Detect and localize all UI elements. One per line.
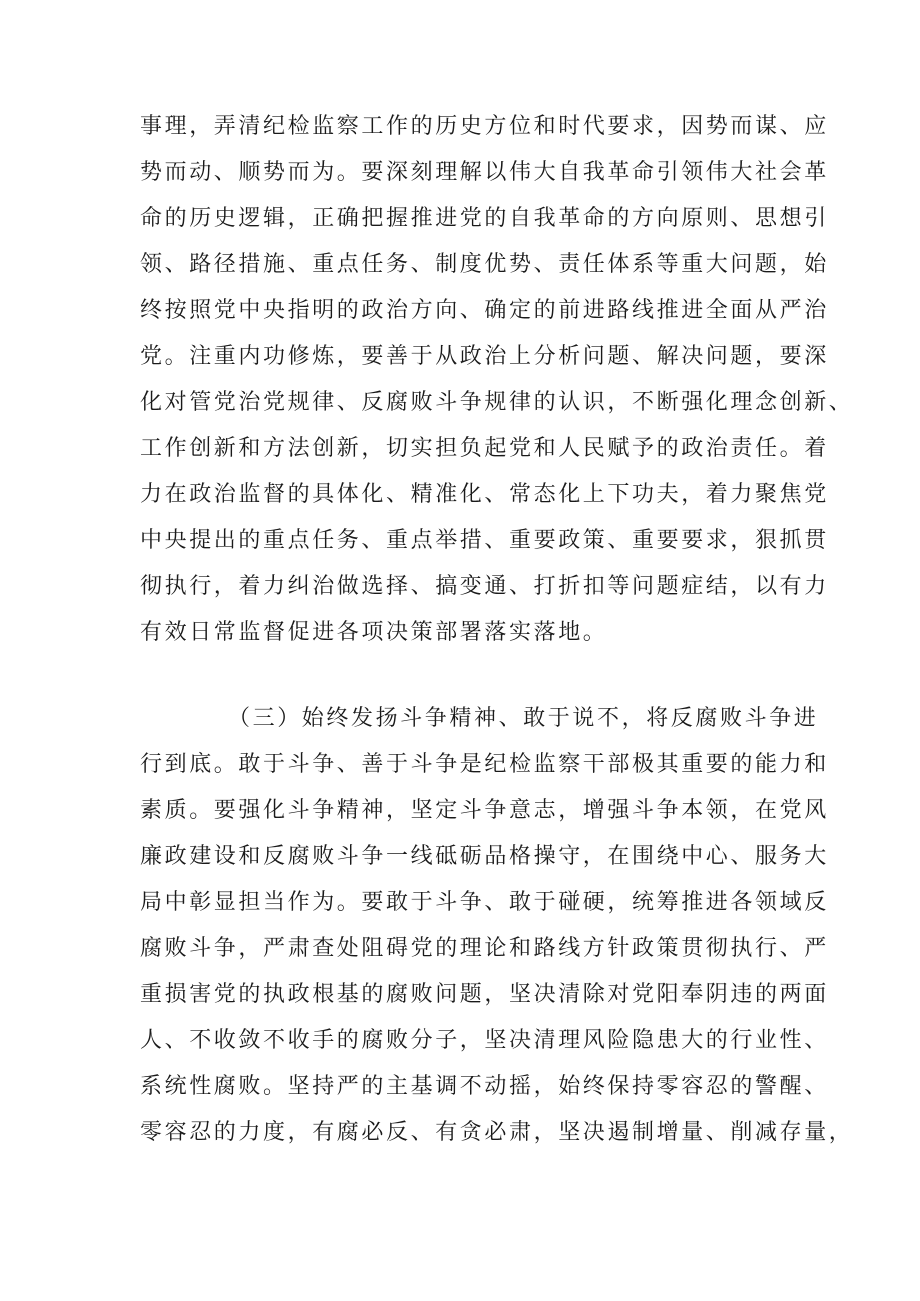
text-line: 彻执行，着力纠治做选择、搞变通、打折扣等问题症结，以有力: [140, 574, 829, 599]
body-paragraph-1: [140, 104, 854, 656]
text-line: 领、路径措施、重点任务、制度优势、责任体系等重大问题，始: [140, 252, 829, 277]
text-line: 零容忍的力度，有腐必反、有贪必肃，坚决遏制增量、削减存量，: [140, 1120, 854, 1145]
body-paragraph-2: [140, 696, 854, 1156]
text-line: 系统性腐败。坚持严的主基调不动摇，始终保持零容忍的警醒、: [140, 1074, 829, 1099]
text-line: 人、不收敛不收手的腐败分子，坚决清理风险隐患大的行业性、: [140, 1028, 829, 1053]
text-line: 有效日常监督促进各项决策部署落实落地。: [140, 620, 608, 645]
text-line: 行到底。敢于斗争、善于斗争是纪检监察干部极其重要的能力和: [140, 752, 829, 777]
text-line: 事理，弄清纪检监察工作的历史方位和时代要求，因势而谋、应: [140, 114, 829, 139]
text-line: 化对管党治党规律、反腐败斗争规律的认识，不断强化理念创新、: [140, 390, 854, 415]
text-line: 终按照党中央指明的政治方向、确定的前进路线推进全面从严治: [140, 298, 829, 323]
text-line: 工作创新和方法创新，切实担负起党和人民赋予的政治责任。着: [140, 436, 829, 461]
text-line: 素质。要强化斗争精神，坚定斗争意志，增强斗争本领，在党风: [140, 798, 829, 823]
text-line: 腐败斗争，严肃查处阻碍党的理论和路线方针政策贯彻执行、严: [140, 936, 829, 961]
text-line: 党。注重内功修炼，要善于从政治上分析问题、解决问题，要深: [140, 344, 829, 369]
text-line: 力在政治监督的具体化、精准化、常态化上下功夫，着力聚焦党: [140, 482, 829, 507]
text-line: 命的历史逻辑，正确把握推进党的自我革命的方向原则、思想引: [140, 206, 829, 231]
text-line: 势而动、顺势而为。要深刻理解以伟大自我革命引领伟大社会革: [140, 160, 829, 185]
text-line: 中央提出的重点任务、重点举措、重要政策、重要要求，狠抓贯: [140, 528, 829, 553]
section-heading-line: （三）始终发扬斗争精神、敢于说不，将反腐败斗争进: [228, 706, 819, 731]
text-line: 廉政建设和反腐败斗争一线砥砺品格操守，在围绕中心、服务大: [140, 844, 829, 869]
text-line: 重损害党的执政根基的腐败问题，坚决清除对党阳奉阴违的两面: [140, 982, 829, 1007]
text-line: 局中彰显担当作为。要敢于斗争、敢于碰硬，统筹推进各领域反: [140, 890, 829, 915]
